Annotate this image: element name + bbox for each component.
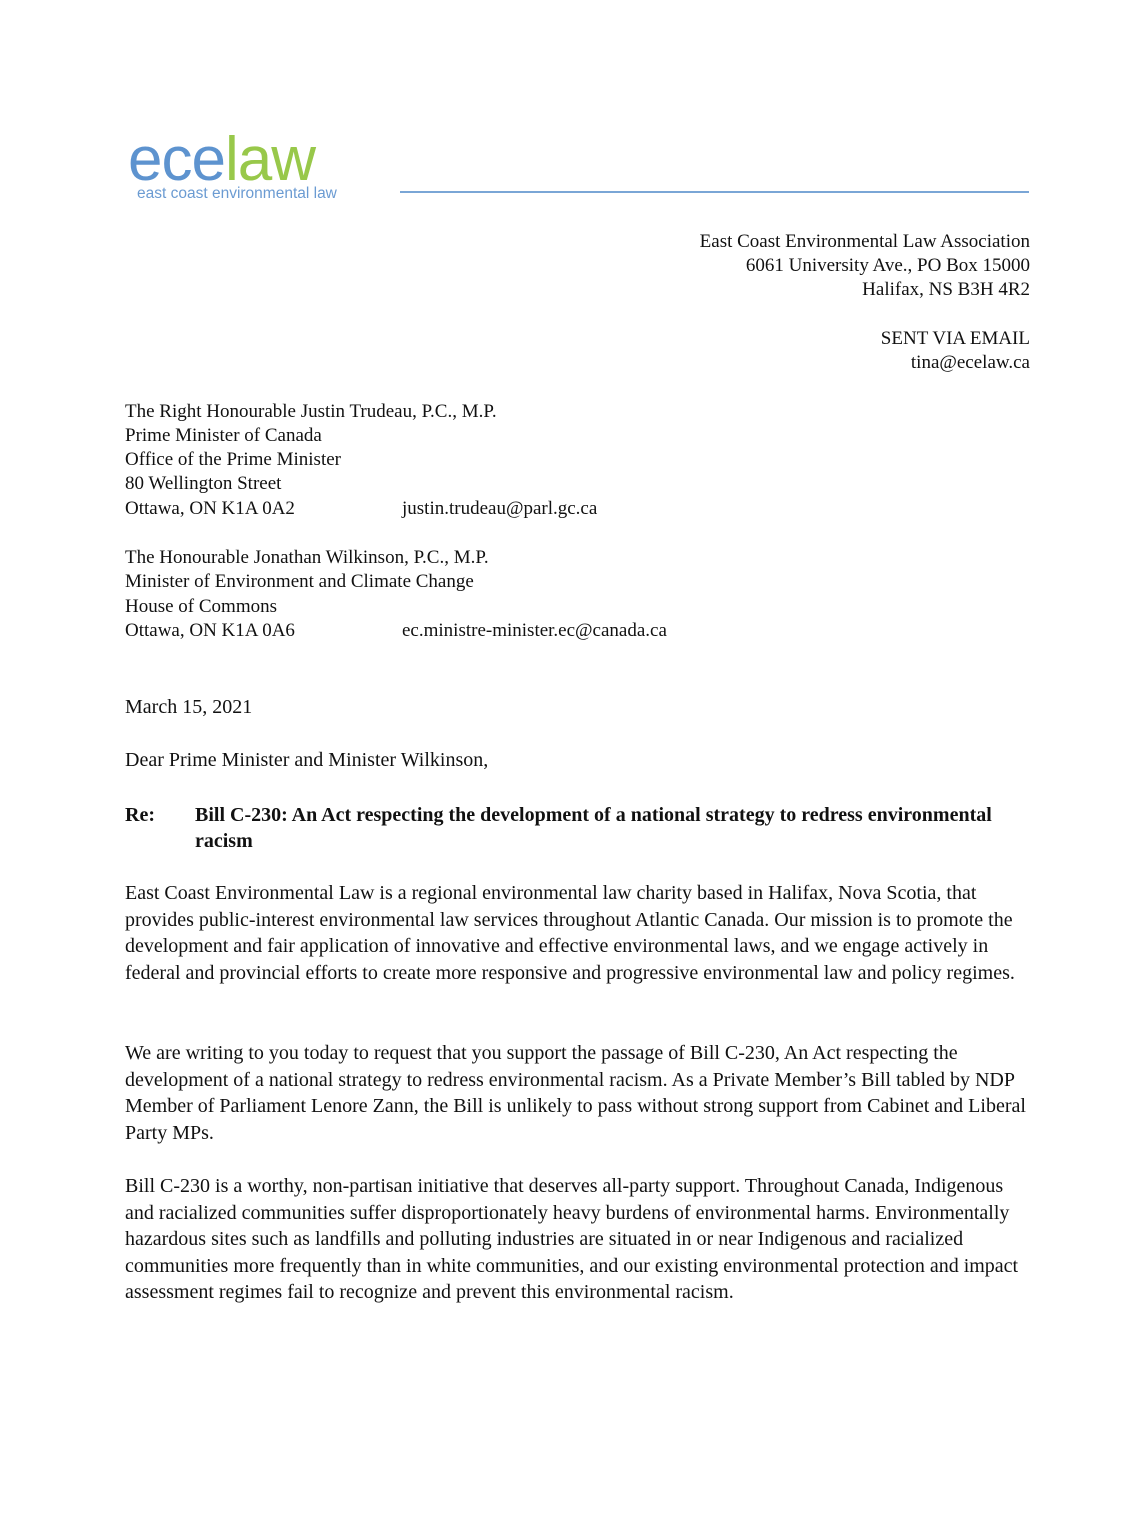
recipient2-line: House of Commons [125, 596, 277, 617]
delivery-method: SENT VIA EMAIL [880, 328, 1030, 349]
logo-wordmark [128, 125, 315, 194]
logo-ece: ece [128, 125, 225, 194]
ecelaw-logo [128, 125, 408, 205]
recipient1-line: The Right Honourable Justin Trudeau, P.C., M.P. [125, 401, 497, 422]
recipient2-email[interactable]: ec.ministre-minister.ec@canada.ca [402, 620, 667, 641]
logo-tagline: east coast environmental law [137, 185, 337, 202]
recipient1-line: Prime Minister of Canada [125, 425, 322, 446]
sender-email[interactable]: tina@ecelaw.ca [910, 352, 1030, 373]
body-paragraph: We are writing to you today to request that you support the passage of Bill C-230, An Act respecting the development of a national strategy to redress environmental racism. As a Private Member’s Bill tabled by NDP Member of Parliament Lenore Zann, the Bill is unlikely to pass without strong support from Cabinet and Liberal Party MPs. [125, 1042, 1026, 1144]
re-label: Re: [125, 804, 155, 826]
sender-address-2: Halifax, NS B3H 4R2 [862, 279, 1030, 300]
recipient1-line: Office of the Prime Minister [125, 449, 341, 470]
sender-address-1: 6061 University Ave., PO Box 15000 [745, 255, 1030, 276]
sender-org: East Coast Environmental Law Association [699, 231, 1030, 252]
recipient2-line: The Honourable Jonathan Wilkinson, P.C., M.P. [125, 547, 489, 568]
salutation: Dear Prime Minister and Minister Wilkinson, [125, 749, 489, 771]
recipient1-email[interactable]: justin.trudeau@parl.gc.ca [402, 498, 598, 519]
recipient2-line: Ottawa, ON K1A 0A6 [125, 620, 295, 641]
header-rule [400, 191, 1029, 193]
letter-date: March 15, 2021 [125, 696, 253, 718]
logo-law: law [224, 125, 315, 194]
re-subject: Bill C-230: An Act respecting the development of a national strategy to redress environmental racism [195, 804, 992, 852]
recipient1-line: Ottawa, ON K1A 0A2 [125, 498, 295, 519]
recipient2-line: Minister of Environment and Climate Change [125, 571, 474, 592]
recipient1-line: 80 Wellington Street [125, 473, 282, 494]
body-paragraph: East Coast Environmental Law is a regional environmental law charity based in Halifax, Nova Scotia, that provides public-interest environmental law services throughout Atlantic Canada. Our mission is to promote the development and fair application of innovative and effective environmental laws, and we engage actively in federal and provincial efforts to create more responsive and progressive environmental law and policy regimes. [125, 882, 1015, 984]
body-paragraph: Bill C-230 is a worthy, non-partisan initiative that deserves all-party support. Throughout Canada, Indigenous and racialized communities suffer disproportionately heavy burdens of environmental harms. Environmentally hazardous sites such as landfills and polluting industries are situated in or near Indigenous and racialized communities more frequently than in white communities, and our existing environmental protection and impact assessment regimes fail to recognize and prevent this environmental racism. [125, 1175, 1019, 1304]
